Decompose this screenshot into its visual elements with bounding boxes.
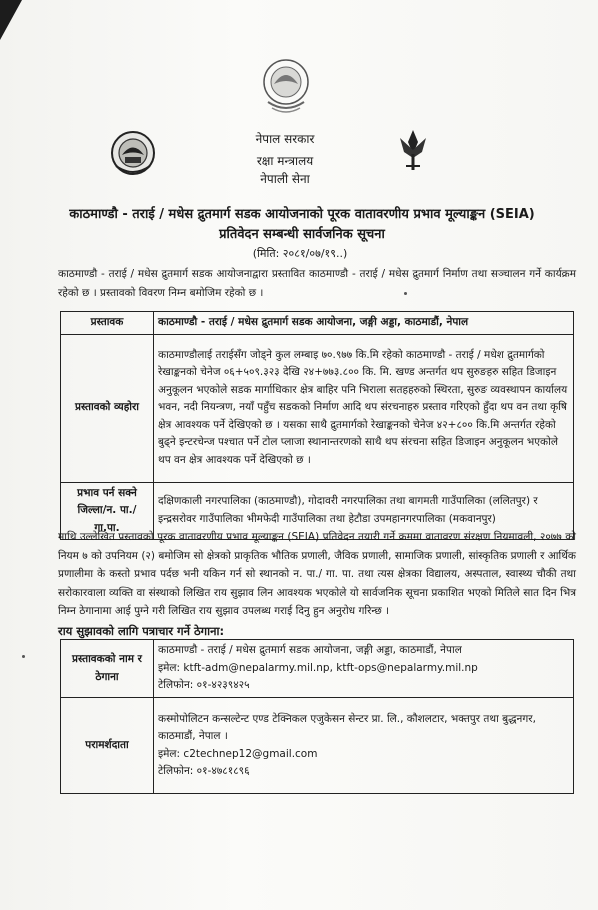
nepal-emblem-icon <box>260 56 312 118</box>
notice-date: (मिति: २०८१/०७/१९..) <box>252 247 348 260</box>
consultant-email: इमेल: c2technep12@gmail.com <box>158 747 318 760</box>
row-value: काठमाण्डौ - तराई / मधेस द्रुतमार्ग सडक आयोजना, जङ्गी अड्डा, काठमाडौं, नेपाल <box>154 312 574 335</box>
row-label: परामर्शदाता <box>61 698 154 794</box>
consultant-phone: टेलिफोन: ०१-४७८१८९६ <box>158 765 250 777</box>
table-row <box>61 312 574 335</box>
proposer-phone: टेलिफोन: ०१-४२३९४२५ <box>158 679 250 692</box>
govt-name: नेपाल सरकार <box>255 132 315 146</box>
row-value: काठमाण्डौलाई तराईसँग जोड्ने कुल लम्बाइ ७०.९७७ कि.मि रहेको काठमाण्डौ - तराई / मधेश द्रुतमार्गको रेखाङ्कनको चेनेज ०६+५०९.३२३ देखि २४+७७३.८०० कि. मि. खण्ड अन्तर्गत थप सुरुङहरु सहित डिजाइन अनुकूलन भएकोले सडक मार्गाधिकार क्षेत्र बाहिर पनि भिराला सतहहरुको स्थिरता, सुरुङ व्यवस्थापन कार्यालय भवन, नदी नियन्त्रण, नयाँ पहुँच सडकको निर्माण आदि थप संरचनाहरु प्रस्ताव गरिएको हुँदा थप वन तथा कृषि क्षेत्र आवश्यक पर्ने देखिएको छ । यसका साथै द्रुतमार्गको रेखाङ्कनको चेनेज ४२+८०० कि.मि अन्तर्गत रहेको बुढ्ने इन्टरचेन्ज पश्चात पर्ने टोल प्लाजा स्थानान्तरणको साथै थप संरचना सहित डिजाइन अनुकूलन भएकोले थप वन क्षेत्र आवश्यक पर्ने देखिएको छ । <box>154 334 574 482</box>
contact-heading: राय सुझावको लागि पत्राचार गर्ने ठेगाना: <box>58 624 225 638</box>
row-label: प्रस्तावको व्यहोरा <box>61 334 154 482</box>
row-label: प्रस्तावक <box>61 312 154 335</box>
proposal-table <box>60 311 574 540</box>
table-row <box>61 698 574 794</box>
row-value: दक्षिणकाली नगरपालिका (काठमाण्डौ), गोदावरी नगरपालिका तथा बागमती गाउँपालिका (ललितपुर) र इन्द्रसरोवर गाउँपालिका भीमफेदी गाउँपालिका तथा हेटौडा उपमहानगरपालिका (मकवानपुर) <box>154 482 574 540</box>
ministry-emblem-icon <box>108 128 158 178</box>
consultant-details <box>154 698 574 794</box>
contact-table <box>60 639 574 794</box>
notice-title: काठमाण्डौ - तराई / मधेस द्रुतमार्ग सडक आयोजनाको पूरक वातावरणीय प्रभाव मूल्याङ्कन (SEIA) <box>69 207 535 222</box>
table-row <box>61 640 574 698</box>
intro-paragraph: काठमाण्डौ - तराई / मधेस द्रुतमार्ग सडक आयोजनाद्वारा प्रस्तावित काठमाण्डौ - तराई / मधेस द्रुतमार्ग निर्माण तथा सञ्चालन गर्ने कार्यक्रम रहेको छ । प्रस्तावको विवरण निम्न बमोजिम रहेको छ । <box>58 268 576 299</box>
ministry-name: रक्षा मन्त्रालय <box>256 154 314 168</box>
army-emblem-icon <box>396 128 430 174</box>
row-label: प्रस्तावकको नाम र ठेगाना <box>61 640 154 698</box>
proposer-email: इमेल: ktft-adm@nepalarmy.mil.np, ktft-ops@nepalarmy.mil.np <box>158 661 478 674</box>
army-name: नेपाली सेना <box>260 172 310 186</box>
scan-corner-shadow <box>0 0 22 40</box>
body-paragraph: माथि उल्लेखित प्रस्तावको पूरक वातावरणीय प्रभाव मूल्याङ्कन (SEIA) प्रतिवेदन तयारी गर्ने क्रममा वातावरण संरक्षण नियमावली, २०७७ को नियम ७ को उपनियम (२) बमोजिम सो क्षेत्रको प्राकृतिक भौतिक प्रणाली, जैविक प्रणाली, सामाजिक प्रणाली, सांस्कृतिक प्रणाली र आर्थिक प्रणालीमा के कस्तो प्रभाव पर्दछ भनी यकिन गर्न सो स्थानको न. पा./ गा. पा. तथा त्यस क्षेत्रका विद्यालय, अस्पताल, स्वास्थ्य चौकी तथा सरोकारवाला व्यक्ति वा संस्थाको लिखित राय सुझाव लिन आवश्यक भएकोले यो सार्वजनिक सूचना प्रकाशित भएको मितिले सात दिन भित्र निम्न ठेगानामा आई पुग्ने गरी लिखित राय सुझाव उपलब्ध गराई दिनु हुन अनुरोध गरिन्छ । <box>58 531 576 617</box>
table-row <box>61 334 574 482</box>
scan-speck <box>404 292 407 295</box>
proposer-address: काठमाण्डौ - तराई / मधेस द्रुतमार्ग सडक आयोजना, जङ्गी अड्डा, काठमाडौं, नेपाल <box>158 644 462 657</box>
proposer-details <box>154 640 574 698</box>
consultant-address: कस्मोपोलिटन कन्सल्टेन्ट एण्ड टेक्निकल एजुकेसन सेन्टर प्रा. लि., कौशलटार, भक्तपुर तथा बुद्धनगर, काठमाडौं, नेपाल । <box>158 712 536 742</box>
row-label: प्रभाव पर्न सक्ने जिल्ला/न. पा./गा.पा. <box>61 482 154 540</box>
notice-subtitle: प्रतिवेदन सम्बन्धी सार्वजनिक सूचना <box>219 227 385 242</box>
scan-speck <box>22 655 25 658</box>
